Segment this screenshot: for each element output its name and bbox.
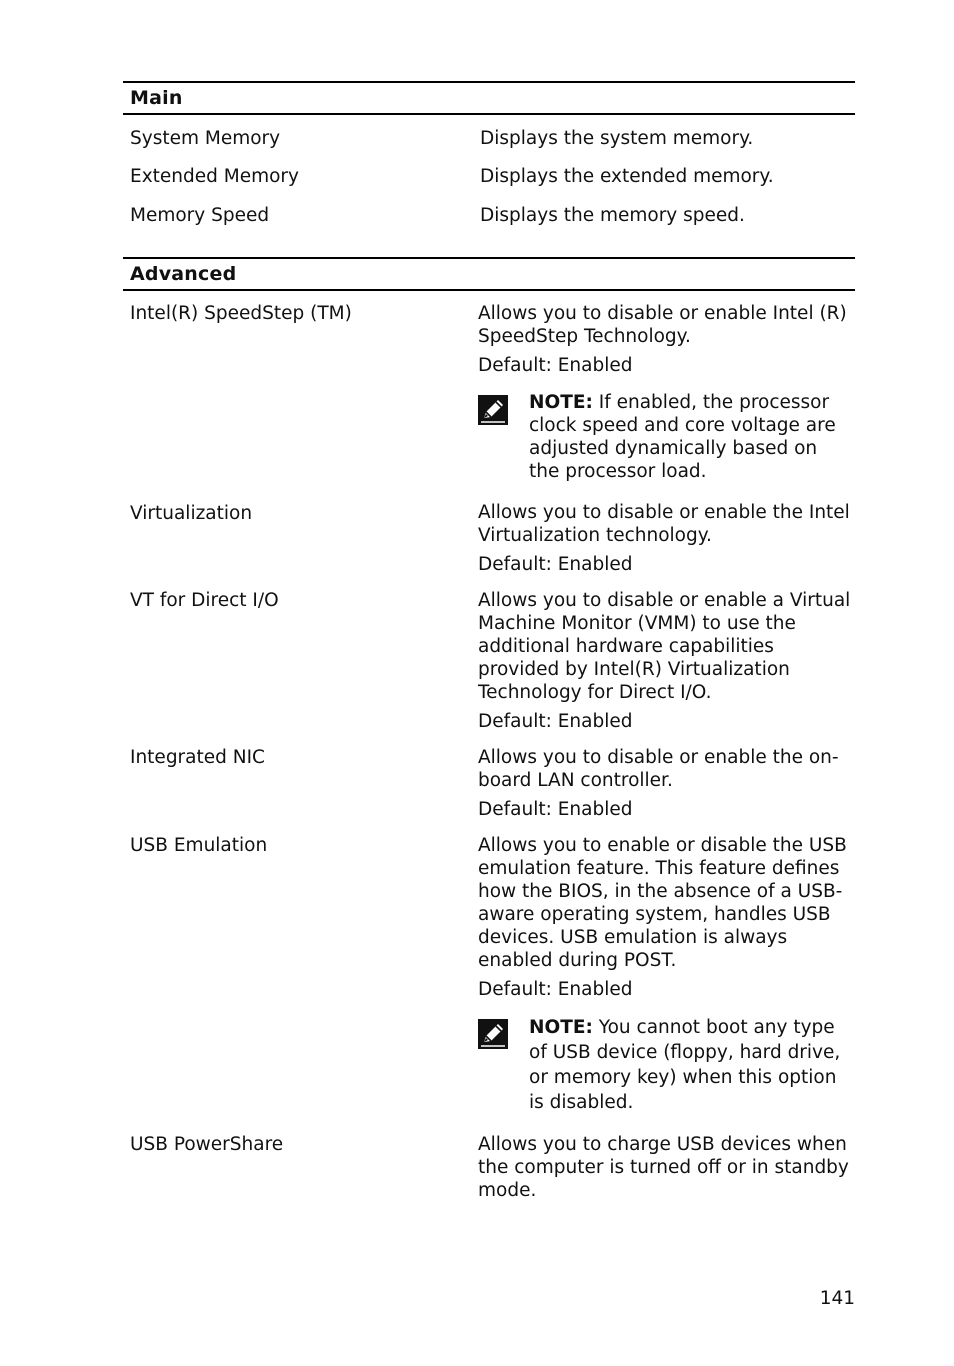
note-block — [478, 391, 853, 483]
option-description: Displays the memory speed. — [480, 205, 745, 226]
note-body: You cannot boot any type of USB device (floppy, hard drive, or memory key) when this option is disabled. — [529, 1017, 841, 1113]
option-label: VT for Direct I/O — [130, 590, 279, 611]
option-description-block — [478, 589, 853, 733]
option-description-block — [478, 302, 853, 483]
option-label: Integrated NIC — [130, 747, 265, 768]
note-body: If enabled, the processor clock speed and core voltage are adjusted dynamically based on the processor load. — [529, 392, 836, 482]
option-description-block — [478, 501, 853, 576]
option-description: Allows you to disable or enable the Intel Virtualization technology. — [478, 502, 850, 546]
option-label: USB Emulation — [130, 835, 268, 856]
document-page — [123, 81, 855, 1201]
option-description-block — [478, 746, 853, 821]
note-block — [478, 1015, 853, 1115]
note-label: NOTE: — [529, 392, 593, 413]
pencil-note-icon — [478, 395, 508, 425]
option-default: Default: Enabled — [478, 799, 633, 820]
section-heading-advanced: Advanced — [123, 257, 855, 291]
option-default: Default: Enabled — [478, 979, 633, 1000]
option-default: Default: Enabled — [478, 554, 633, 575]
option-description: Allows you to disable or enable Intel (R) SpeedStep Technology. — [478, 303, 847, 347]
option-description: Allows you to disable or enable a Virtual Machine Monitor (VMM) to use the additional hardware capabilities provided by Intel(R) Virtualization Technology for Direct I/O. — [478, 590, 851, 703]
option-description: Displays the system memory. — [480, 128, 754, 149]
option-label: Intel(R) SpeedStep (TM) — [130, 303, 352, 324]
option-label: USB PowerShare — [130, 1134, 284, 1155]
option-description: Allows you to charge USB devices when the computer is turned off or in standby mode. — [478, 1134, 849, 1201]
note-text — [529, 391, 853, 483]
option-default: Default: Enabled — [478, 711, 633, 732]
note-label: NOTE: — [529, 1017, 593, 1038]
option-label: Virtualization — [130, 503, 253, 524]
option-description-block — [478, 1133, 853, 1202]
section-advanced — [123, 257, 855, 1201]
option-label: System Memory — [130, 128, 281, 149]
option-default: Default: Enabled — [478, 355, 633, 376]
note-text — [529, 1015, 853, 1115]
option-description-block — [478, 834, 853, 1115]
option-label: Memory Speed — [130, 205, 270, 226]
option-description: Allows you to disable or enable the on-board LAN controller. — [478, 747, 839, 791]
section-heading-main: Main — [123, 81, 855, 115]
page-number: 141 — [819, 1288, 855, 1309]
option-description: Displays the extended memory. — [480, 166, 774, 187]
pencil-note-icon — [478, 1019, 508, 1049]
section-main — [123, 81, 855, 226]
option-label: Extended Memory — [130, 166, 299, 187]
option-description: Allows you to enable or disable the USB emulation feature. This feature defines how the BIOS, in the absence of a USB-aware operating system, handles USB devices. USB emulation is always enabled during POST. — [478, 835, 847, 971]
